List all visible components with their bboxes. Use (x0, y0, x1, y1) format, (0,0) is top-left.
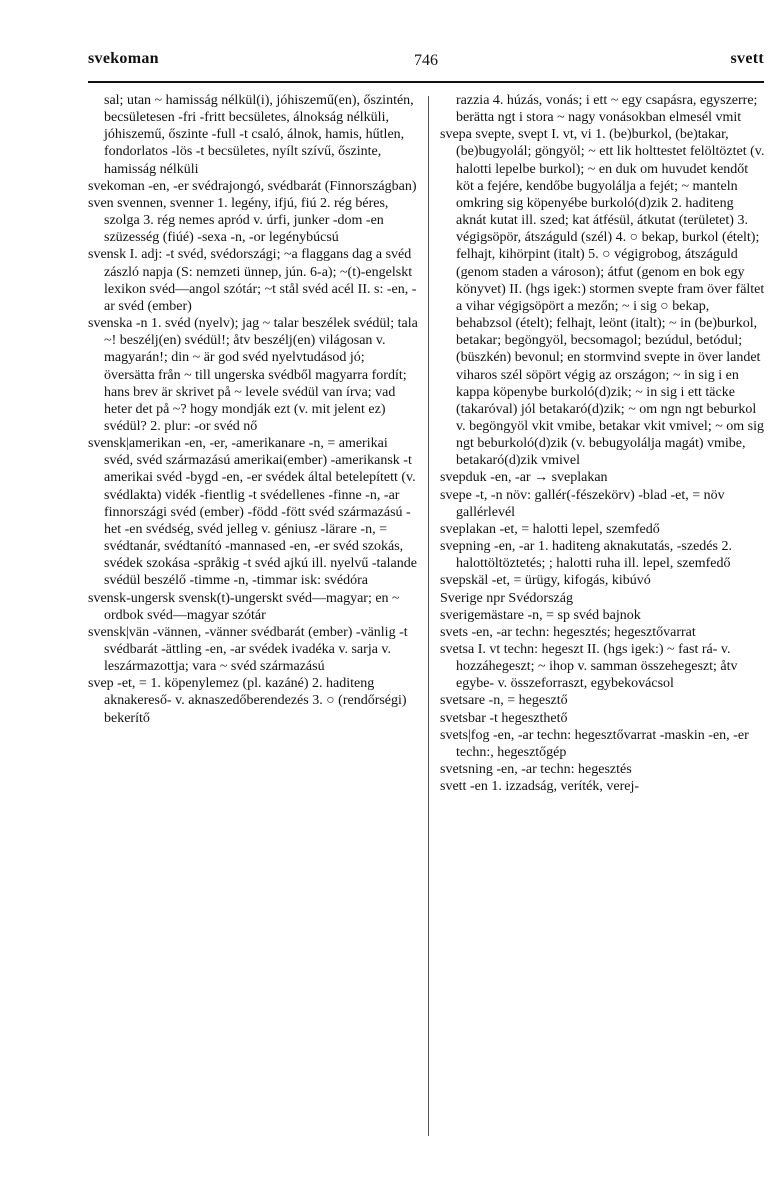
dictionary-entry: svep -et, = 1. köpenylemez (pl. kazáné) 2. haditeng aknakereső- v. aknaszedőberendezés 3. ○ (rendőrségi) bekerítő (88, 676, 407, 726)
page-header (88, 50, 764, 80)
dictionary-entry: sverigemästare -n, = sp svéd bajnok (440, 607, 641, 623)
right-column (440, 92, 765, 1142)
page-number: 746 (414, 52, 438, 69)
dictionary-entry: svensk-ungersk svensk(t)-ungerskt svéd—magyar; en ~ ordbok svéd—magyar szótár (88, 590, 400, 623)
dictionary-entry: sven svennen, svenner 1. legény, ifjú, fiú 2. rég béres, szolga 3. rég nemes apród v. úrfi, junker -dom -en szüzesség (fiúé) -sexa -n, -or legénybúcsú (88, 195, 389, 246)
dictionary-entry: svetsa I. vt techn: hegeszt II. (hgs igek:) ~ fast rá- v. hozzáhegeszt; ~ ihop v. samman összehegeszt; åtv egybe- v. összeforraszt, egybekovácsol (440, 642, 738, 692)
dictionary-entry: svenska -n 1. svéd (nyelv); jag ~ talar beszélek svédül; tala ~! beszélj(en) svédül!; åtv beszélj(en) világosan v. magyarán!; din ~ är god svéd nyelvtudásod jó; översätta från ~ till ungerska svédből magyarra fordít; hans brev är skrivet på ~ levele svédül van írva; vad heter det på ~? hogy mondják ezt (v. mit jelent ez) svédül? 2. plur: -or svéd nő (88, 316, 418, 434)
dictionary-entry: svetsbar -t hegeszthető (440, 710, 568, 726)
dictionary-entry: svepa svepte, svept I. vt, vi 1. (be)burkol, (be)takar, (be)bugyolál; göngyöl; ~ ett lik holttestet felöltöztet (v. halotti lepelbe burkol); ~ en duk om huvudet kendőt köt a fejére, kendőbe bugyolálja a fejét; ~ manteln omkring sig köpenyébe burkoló(d)zik 2. haditeng aknát kutat ill. szed; kat átfésül, átkutat (területet) 3. végigsöpör, átszáguld (szél) 4. ○ bekap, burkol (ételt); felhajt, kihörpint (italt) 5. ○ végigrobog, átszáguld (genom staden a városon); átfut (genom en bok egy könyvet) II. (hgs igek:) stormen svepte fram över fältet a vihar végigsöpört a mezőn; ~ i sig ○ bekap, behabzsol (ételt); felhajt, leönt (italt); ~ in (be)burkol, betakar; begöngyöl, becsomagol; bezúdul, betódul; (büszkén) bevonul; en stormvind svepte in över landet viharos szél söpört végig az országon; ~ in sig i en kappa köpenybe burkoló(d)zik; ~ in sig i ett täcke (takaróval) jól betakaró(d)zik; ~ om ngn ngt beburkol v. begöngyöl vkit vmibe, betakar vkit vmivel; ~ om sig ngt beburkoló(d)zik (v. bebugyolálja magát) vmibe, betakaró(d)zik vmivel (440, 127, 765, 469)
dictionary-entry: svensk I. adj: -t svéd, svédországi; ~a flaggans dag a svéd zászló napja (S: nemzeti ünnep, jún. 6-a); ~(t)-engelskt lexikon svéd—angol szótár; ~t stål svéd acél II. s: -en, -ar svéd (ember) (88, 247, 417, 314)
dictionary-entry: Sverige npr Svédország (440, 590, 573, 606)
header-rule (88, 81, 764, 83)
dictionary-entry: svensk|amerikan -en, -er, -amerikanare -n, = amerikai svéd, svéd származású amerikai(ember) -amerikansk -t amerikai svéd -bygd -en, -er svédek által betelepített (v. svédlakta) vidék -fientlig -t svédellenes -finne -n, -ar finnországi svéd (ember) -född -fött svéd származású -het -en svédség, svéd jelleg v. géniusz -lärare -n, = svédtanár, svédtanító -mannased -en, -er svéd szokás, svédek szokása -språkig -t svéd ajkú ill. nyelvű -talande svédül beszélő -timme -n, -timmar isk: svédóra (88, 436, 417, 589)
dictionary-entry: svets|fog -en, -ar techn: hegesztővarrat -maskin -en, -er techn:, hegesztőgép (440, 727, 749, 760)
left-running-head: svekoman (88, 50, 159, 67)
dictionary-entry: svetsning -en, -ar techn: hegesztés (440, 762, 632, 778)
dictionary-entry: svepning -en, -ar 1. haditeng aknakutatás, -szedés 2. halottöltöztetés; ; halotti ruha ill. lepel, szemfedő (440, 539, 732, 572)
dictionary-entry: svekoman -en, -er svédrajongó, svédbarát (Finnországban) (88, 178, 417, 194)
dictionary-entry: sal; utan ~ hamisság nélkül(i), jóhiszemű(en), őszintén, becsületesen -fri -fritt becsületes, álnokság nélküli, jóhiszemű, őszinte -full -t csaló, álnok, hamis, hűtlen, fondorlatos -lös -t becsületes, nyílt szívű, őszinte, hamisság nélküli (104, 93, 414, 177)
dictionary-entry: razzia 4. húzás, vonás; i ett ~ egy csapásra, egyszerre; berätta ngt i stora ~ nagy vonásokban elmesél vmit (456, 93, 758, 126)
dictionary-entry: svepduk -en, -ar → sveplakan (440, 470, 608, 486)
dictionary-entry: svets -en, -ar techn: hegesztés; hegesztővarrat (440, 624, 696, 640)
dictionary-entry: svepe -t, -n növ: gallér(-fészekörv) -blad -et, = növ gallérlevél (440, 487, 725, 520)
column-divider (428, 96, 429, 1136)
dictionary-entry: sveplakan -et, = halotti lepel, szemfedő (440, 521, 660, 537)
dictionary-entry: svetsare -n, = hegesztő (440, 693, 568, 709)
dictionary-entry: svepskäl -et, = ürügy, kifogás, kibúvó (440, 573, 651, 589)
left-column (88, 92, 418, 1142)
dictionary-entry: svett -en 1. izzadság, veríték, verej- (440, 779, 640, 795)
dictionary-entry: svensk|vän -vännen, -vänner svédbarát (ember) -vänlig -t svédbarát -ättling -en, -ar svédek ivadéka v. sarja v. leszármazottja; vara ~ svéd származású (88, 624, 408, 675)
right-running-head: svett (730, 50, 764, 67)
